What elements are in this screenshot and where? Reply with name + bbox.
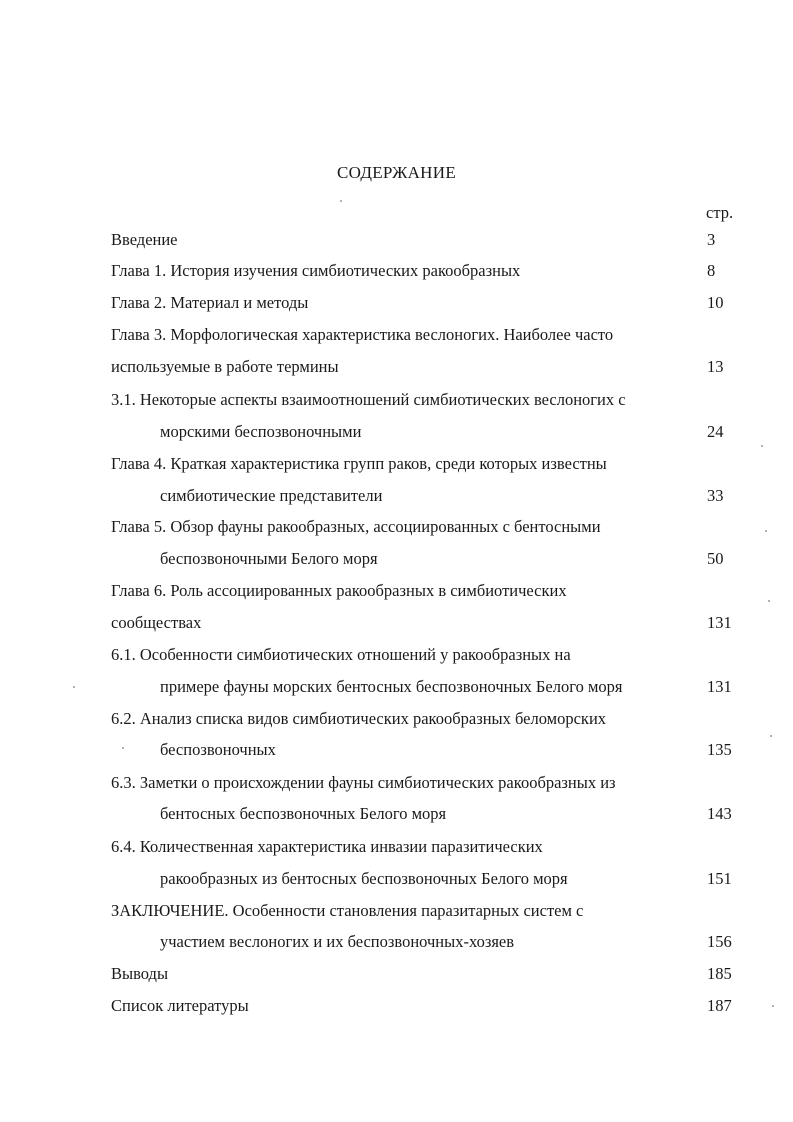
toc-entry-page-number: 10 xyxy=(707,293,724,312)
page-title: СОДЕРЖАНИЕ xyxy=(336,163,457,182)
toc-entry-page-number: 143 xyxy=(707,804,732,823)
toc-entry-page-number: 156 xyxy=(707,932,732,951)
toc-entry-text: Список литературы xyxy=(111,996,249,1015)
scan-speck xyxy=(768,600,770,602)
scan-speck xyxy=(73,686,75,688)
toc-entry-page-number: 33 xyxy=(707,486,724,505)
toc-entry-text: 6.3. Заметки о происхождении фауны симбиотических ракообразных из xyxy=(111,773,616,792)
toc-entry-text-continued: симбиотические представители xyxy=(160,486,383,505)
toc-entry-page-number: 24 xyxy=(707,422,724,441)
page-column-label: стр. xyxy=(706,203,734,222)
toc-entry-text-continued: беспозвоночных xyxy=(160,740,276,759)
toc-entry-page-number: 13 xyxy=(707,357,724,376)
toc-entry-page-number: 135 xyxy=(707,740,732,759)
toc-entry-page-number: 50 xyxy=(707,549,724,568)
toc-entry-text-continued: бентосных беспозвоночных Белого моря xyxy=(160,804,447,823)
scan-speck xyxy=(761,445,763,447)
scan-speck xyxy=(770,735,772,737)
toc-entry-text-continued: используемые в работе термины xyxy=(111,357,339,376)
toc-entry-page-number: 187 xyxy=(707,996,732,1015)
toc-entry-text: Выводы xyxy=(111,964,169,983)
scan-speck xyxy=(122,747,124,749)
toc-entry-text: 6.1. Особенности симбиотических отношений у ракообразных на xyxy=(111,645,571,664)
toc-entry-text: Глава 4. Краткая характеристика групп раков, среди которых известны xyxy=(111,454,607,473)
toc-entry-page-number: 131 xyxy=(707,677,732,696)
toc-entry-text: Глава 3. Морфологическая характеристика веслоногих. Наиболее часто xyxy=(111,325,614,344)
toc-entry-page-number: 185 xyxy=(707,964,732,983)
toc-entry-text-continued: ракообразных из бентосных беспозвоночных Белого моря xyxy=(160,869,568,888)
toc-entry-page-number: 151 xyxy=(707,869,732,888)
scan-speck xyxy=(772,1005,774,1007)
toc-entry-text-continued: беспозвоночными Белого моря xyxy=(160,549,378,568)
toc-entry-text: Глава 6. Роль ассоциированных ракообразных в симбиотических xyxy=(111,581,567,600)
toc-entry-text-continued: примере фауны морских бентосных беспозвоночных Белого моря xyxy=(160,677,623,696)
toc-entry-text: Глава 1. История изучения симбиотических ракообразных xyxy=(111,261,521,280)
toc-entry-text: 3.1. Некоторые аспекты взаимоотношений симбиотических веслоногих с xyxy=(111,390,626,409)
toc-entry-text: Введение xyxy=(111,230,178,249)
toc-entry-text: Глава 2. Материал и методы xyxy=(111,293,309,312)
toc-entry-text: ЗАКЛЮЧЕНИЕ. Особенности становления паразитарных систем с xyxy=(111,901,584,920)
toc-entry-page-number: 131 xyxy=(707,613,732,632)
toc-entry-text-continued: участием веслоногих и их беспозвоночных-хозяев xyxy=(160,932,515,951)
toc-entry-text-continued: сообществах xyxy=(111,613,202,632)
toc-entry-text: 6.2. Анализ списка видов симбиотических ракообразных беломорских xyxy=(111,709,607,728)
toc-entry-text: 6.4. Количественная характеристика инвазии паразитических xyxy=(111,837,543,856)
toc-entry-page-number: 8 xyxy=(707,261,716,280)
toc-entry-page-number: 3 xyxy=(707,230,716,249)
toc-entry-text-continued: морскими беспозвоночными xyxy=(160,422,362,441)
scan-speck xyxy=(340,200,342,202)
toc-entry-text: Глава 5. Обзор фауны ракообразных, ассоциированных с бентосными xyxy=(111,517,601,536)
scan-speck xyxy=(765,530,767,532)
